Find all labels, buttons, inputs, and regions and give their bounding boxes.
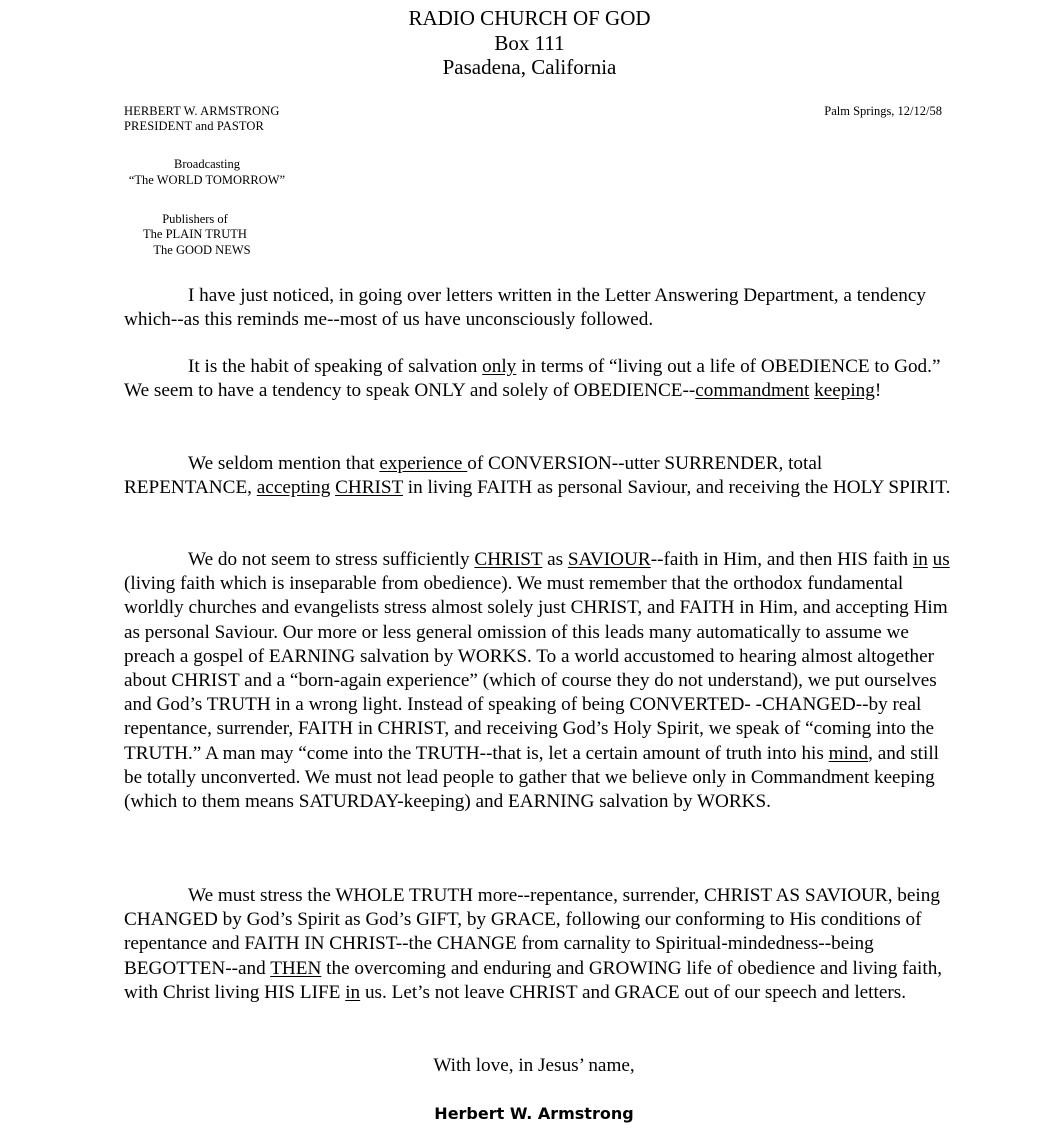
broadcast-name: “The WORLD TOMORROW” <box>128 173 286 187</box>
signature: Herbert W. Armstrong <box>434 1104 634 1123</box>
paragraph-2: It is the habit of speaking of salvation only in terms of “living out a life of OBEDIENCE to God.” We seem to have a tendency to speak ONLY and solely of OBEDIENCE--commandment keeping! <box>124 356 941 402</box>
letterhead-org: RADIO CHURCH OF GOD <box>408 6 651 30</box>
publication-plain-truth: The PLAIN TRUTH <box>143 227 247 241</box>
paragraph-4: We do not seem to stress sufficiently CHRIST as SAVIOUR--faith in Him, and then HIS faith in us (living faith which is inseparable from obedience). We must remember that the orthodox fundamental worldly churches and evangelists stress almost solely just CHRIST, and FAITH in Him, and accepting Him as personal Saviour. Our more or less general omission of this leads many automatically to assume we preach a gospel of EARNING salvation by WORKS. To a world accustomed to hearing almost altogether about CHRIST and a “born-again experience” (which of course they do not understand), we put ourselves and God’s TRUTH in a wrong light. Instead of speaking of being CONVERTED- -CHANGED--by real repentance, surrender, FAITH in CHRIST, and receiving God’s Holy Spirit, we speak of “coming into the TRUTH.” A man may “come into the TRUTH--that is, let a certain amount of truth into his mind, and still be totally unconverted. We must not lead people to gather that we believe only in Commandment keeping (which to them means SATURDAY-keeping) and EARNING salvation by WORKS. <box>124 549 950 813</box>
paragraph-1: I have just noticed, in going over letters written in the Letter Answering Department, a tendency which--as this reminds me--most of us have unconsciously followed. <box>124 285 926 331</box>
sender-title: PRESIDENT and PASTOR <box>124 119 264 133</box>
sender-name: HERBERT W. ARMSTRONG <box>124 104 280 118</box>
letterhead-box: Box 111 <box>494 31 565 55</box>
broadcasting-label: Broadcasting <box>174 157 240 171</box>
publication-good-news: The GOOD NEWS <box>153 243 251 257</box>
closing: With love, in Jesus’ name, <box>433 1055 635 1076</box>
publishers-label: Publishers of <box>162 212 228 226</box>
paragraph-5: We must stress the WHOLE TRUTH more--repentance, surrender, CHRIST AS SAVIOUR, being CHANGED by God’s Spirit as God’s GIFT, by GRACE, following our conforming to His conditions of repentance and FAITH IN CHRIST--the CHANGE from carnality to Spiritual-mindedness--being BEGOTTEN--and THEN the overcoming and enduring and GROWING life of obedience and living faith, with Christ living HIS LIFE in us. Let’s not leave CHRIST and GRACE out of our speech and letters. <box>124 885 943 1003</box>
dateline: Palm Springs, 12/12/58 <box>824 104 942 118</box>
letterhead-city: Pasadena, California <box>442 55 617 79</box>
paragraph-3: We seldom mention that experience of CONVERSION--utter SURRENDER, total REPENTANCE, accepting CHRIST in living FAITH as personal Saviour, and receiving the HOLY SPIRIT. <box>124 453 951 499</box>
